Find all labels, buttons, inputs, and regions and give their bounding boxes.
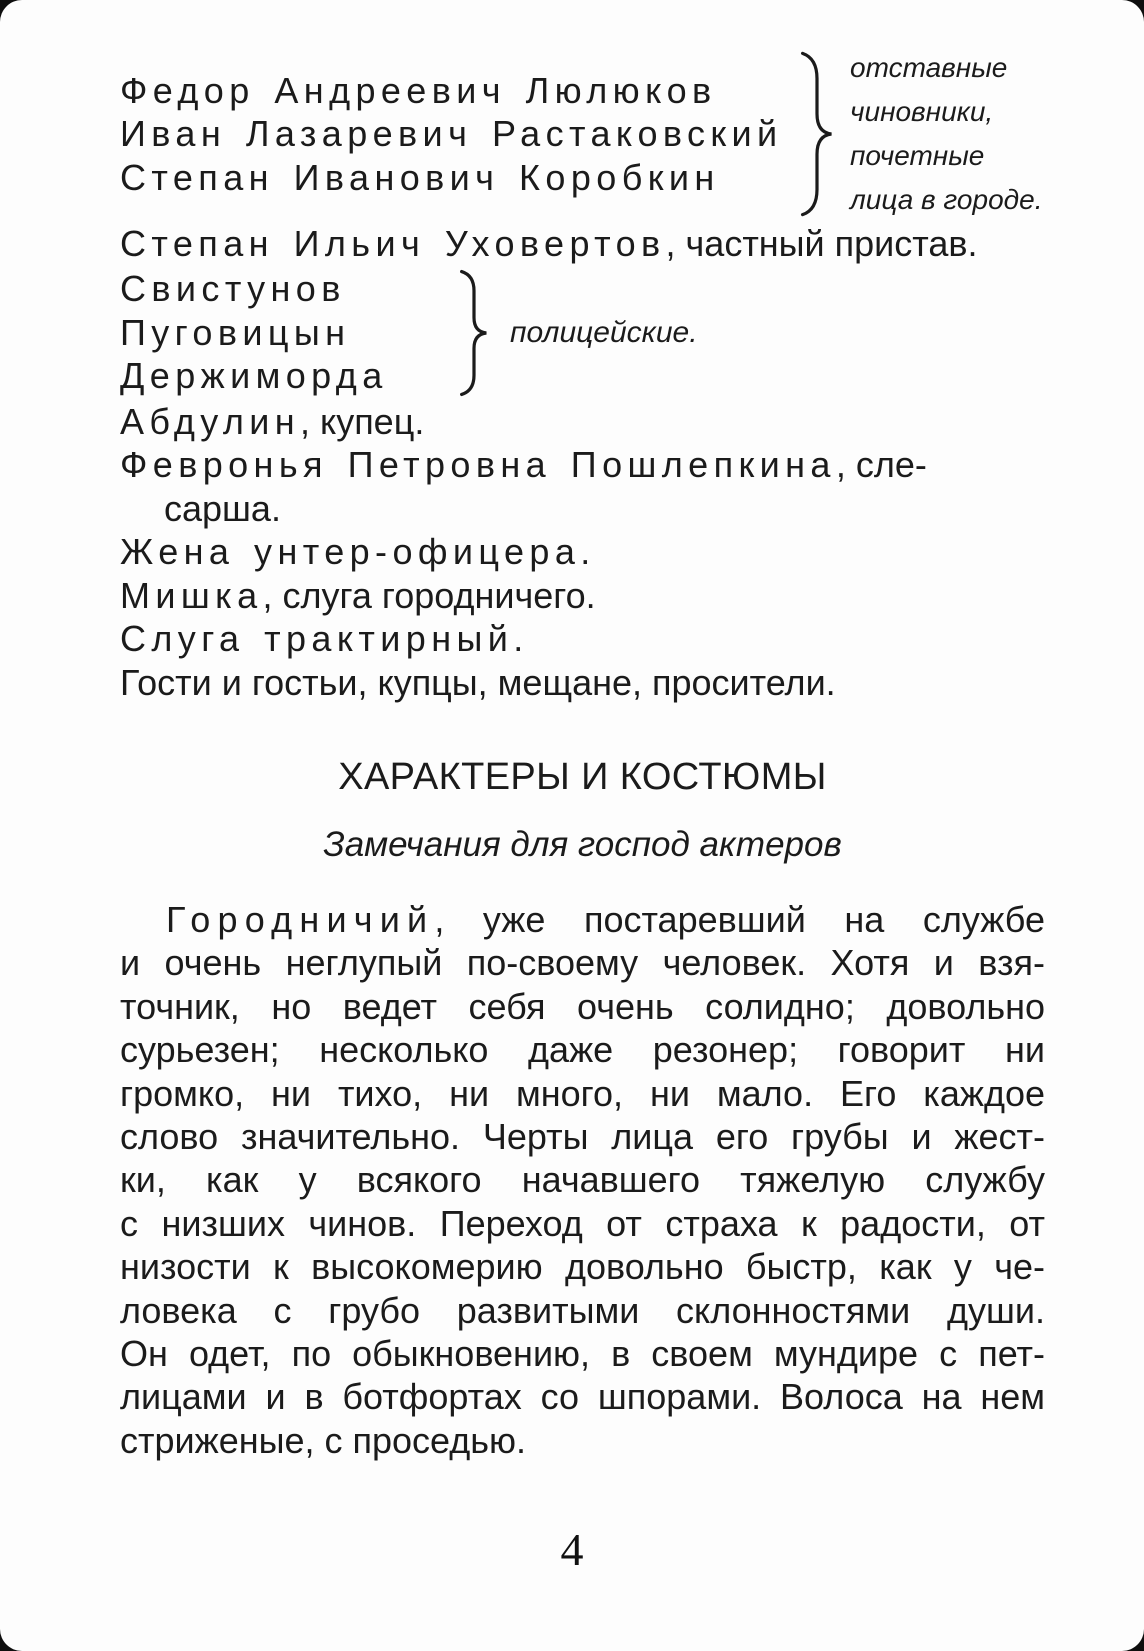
cast-group-police-label: полицейские.: [510, 315, 698, 349]
paragraph-line: ловека с грубо развитыми склонностями души.: [120, 1289, 1045, 1331]
cast-entry-mishka: [120, 574, 1045, 618]
cast-name-derzhimorda: Держиморда: [120, 355, 388, 397]
cast-name-rastakovsky: Иван Лазаревич Растаковский: [120, 113, 783, 155]
section-heading: ХАРАКТЕРЫ И КОСТЮМЫ: [338, 756, 827, 798]
paragraph-lead-name: Городничий: [166, 899, 435, 940]
section-subheading: Замечания для господ актеров: [323, 825, 842, 864]
cast-entry-unter-officer-wife: Жена унтер-офицера.: [120, 531, 596, 572]
cast-name-korobkin: Степан Иванович Коробкин: [120, 156, 720, 198]
paragraph-line: и очень неглупый по-своему человек. Хотя и взя-: [120, 942, 1045, 984]
page-number: 4: [560, 1524, 584, 1575]
curly-brace-icon: [456, 269, 492, 397]
paragraph-line: Он одет, по обыкновению, в своем мундире с пет-: [120, 1333, 1045, 1375]
paragraph-line: стриженые, с проседью.: [120, 1419, 527, 1461]
cast-entry-poshlepkina: [120, 443, 1045, 487]
description-paragraph: [120, 898, 1045, 1462]
paragraph-line: низости к высокомерию довольно быстр, как у че-: [120, 1246, 1045, 1288]
cast-role-mishka: , слуга городничего.: [262, 574, 596, 616]
label-line: отставные: [850, 52, 1008, 83]
label-line: чиновники,: [850, 96, 994, 127]
cast-name-poshlepkina: Февронья Петровна Пошлепкина: [120, 444, 836, 485]
cast-name-mishka: Мишка: [120, 574, 263, 616]
cast-group-retired-officials: [120, 46, 1045, 222]
cast-group-police-names: [120, 267, 456, 398]
paragraph-line: громко, ни тихо, ни много, ни мало. Его каждое: [120, 1072, 1045, 1114]
cast-name-svistunov: Свистунов: [120, 268, 346, 310]
paragraph-line: точник, но ведет себя очень солидно; довольно: [120, 985, 1045, 1027]
cast-name-pugovitsyn: Пуговицын: [120, 311, 351, 353]
cast-entry-tavern-servant: Слуга трактирный.: [120, 618, 529, 659]
cast-name-ukhovertov: Степан Ильич Уховертов: [120, 223, 666, 264]
paragraph-line: [120, 898, 1045, 941]
label-line: лица в городе.: [850, 184, 1043, 215]
cast-entry-poshlepkina-continuation: сарша.: [164, 487, 281, 529]
cast-name-lyulyukov: Федор Андреевич Люлюков: [120, 69, 717, 111]
cast-entry-ukhovertov: [120, 222, 1045, 266]
paragraph-line: с низших чинов. Переход от страха к радости, от: [120, 1202, 1045, 1244]
paragraph-line: лицами и в ботфортах со шпорами. Волоса на нем: [120, 1376, 1045, 1418]
cast-group-retired-label: [850, 46, 1042, 222]
cast-role-abdulin: , купец.: [300, 400, 425, 442]
curly-brace-icon: [796, 50, 838, 218]
cast-name-abdulin: Абдулин: [120, 400, 301, 442]
paragraph-line-text: , уже постаревший на службе: [434, 899, 1045, 940]
paragraph-line: сурьезен; несколько даже резонер; говорит ни: [120, 1029, 1045, 1071]
cast-entry-guests: Гости и гостьи, купцы, мещане, просители.: [120, 661, 836, 703]
cast-role-ukhovertov: , частный пристав.: [665, 223, 978, 264]
cast-entry-abdulin: [120, 400, 1045, 444]
cast-role-poshlepkina: , сле-: [835, 444, 927, 485]
label-line: почетные: [850, 140, 985, 171]
cast-group-police: [120, 266, 1045, 400]
paragraph-line: слово значительно. Черты лица его грубы и жест-: [120, 1116, 1045, 1158]
cast-group-retired-names: [120, 69, 796, 200]
paragraph-line: ки, как у всякого начавшего тяжелую службу: [120, 1159, 1045, 1201]
